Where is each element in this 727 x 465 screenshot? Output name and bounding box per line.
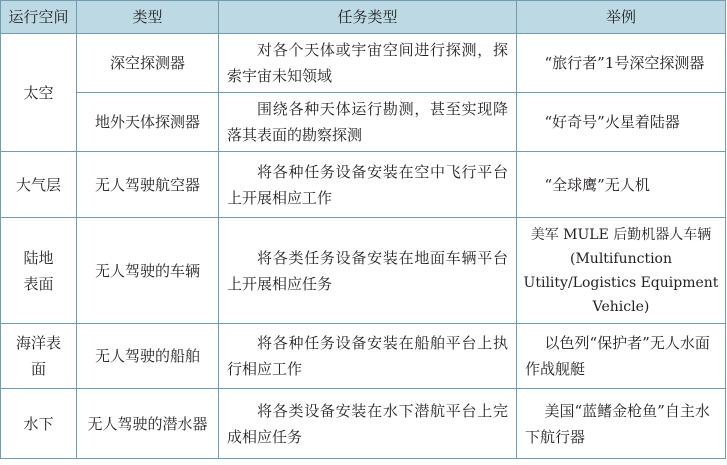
task-cell: 将各种任务设备安装在空中飞行平台上开展相应工作 xyxy=(219,152,517,218)
table-row xyxy=(1,152,726,218)
type-cell: 深空探测器 xyxy=(77,34,219,93)
env-land-surface xyxy=(1,218,77,324)
env-land-line-2: 表面 xyxy=(23,274,54,293)
example-cell: “全球鹰”无人机 xyxy=(517,152,726,218)
type-cell: 无人驾驶的船舶 xyxy=(77,324,219,389)
table-row xyxy=(1,34,726,93)
header-row xyxy=(1,1,726,34)
example-cell: 美国“蓝鳍金枪鱼”自主水下航行器 xyxy=(517,389,726,459)
env-space: 太空 xyxy=(1,34,77,152)
task-cell: 将各种任务设备安装在船舶平台上执行相应工作 xyxy=(219,324,517,389)
example-cell: “旅行者”1号深空探测器 xyxy=(517,34,726,93)
example-cell: “好奇号”火星着陆器 xyxy=(517,93,726,152)
type-cell: 无人驾驶航空器 xyxy=(77,152,219,218)
task-cell: 将各类设备安装在水下潜航平台上完成相应任务 xyxy=(219,389,517,459)
example-cell: 美军 MULE 后勤机器人车辆(Multifunction Utility/Logistics Equipment Vehicle) xyxy=(517,218,726,324)
env-atmosphere: 大气层 xyxy=(1,152,77,218)
example-cell: 以色列“保护者”无人水面作战舰艇 xyxy=(517,324,726,389)
env-ocean-surface: 海洋表面 xyxy=(1,324,77,389)
table-row xyxy=(1,389,726,459)
type-cell: 无人驾驶的车辆 xyxy=(77,218,219,324)
table-row xyxy=(1,93,726,152)
table-row xyxy=(1,324,726,389)
header-example: 举例 xyxy=(517,1,726,34)
env-underwater: 水下 xyxy=(1,389,77,459)
task-cell: 对各个天体或宇宙空间进行探测，探索宇宙未知领域 xyxy=(219,34,517,93)
type-cell: 无人驾驶的潜水器 xyxy=(77,389,219,459)
task-cell: 围绕各种天体运行勘测，甚至实现降落其表面的勘察探测 xyxy=(219,93,517,152)
header-type: 类型 xyxy=(77,1,219,34)
table-row xyxy=(1,218,726,324)
header-environment: 运行空间 xyxy=(1,1,77,34)
type-cell: 地外天体探测器 xyxy=(77,93,219,152)
env-land-line-1: 陆地 xyxy=(23,248,54,267)
header-task: 任务类型 xyxy=(219,1,517,34)
task-cell: 将各类任务设备安装在地面车辆平台上开展相应任务 xyxy=(219,218,517,324)
